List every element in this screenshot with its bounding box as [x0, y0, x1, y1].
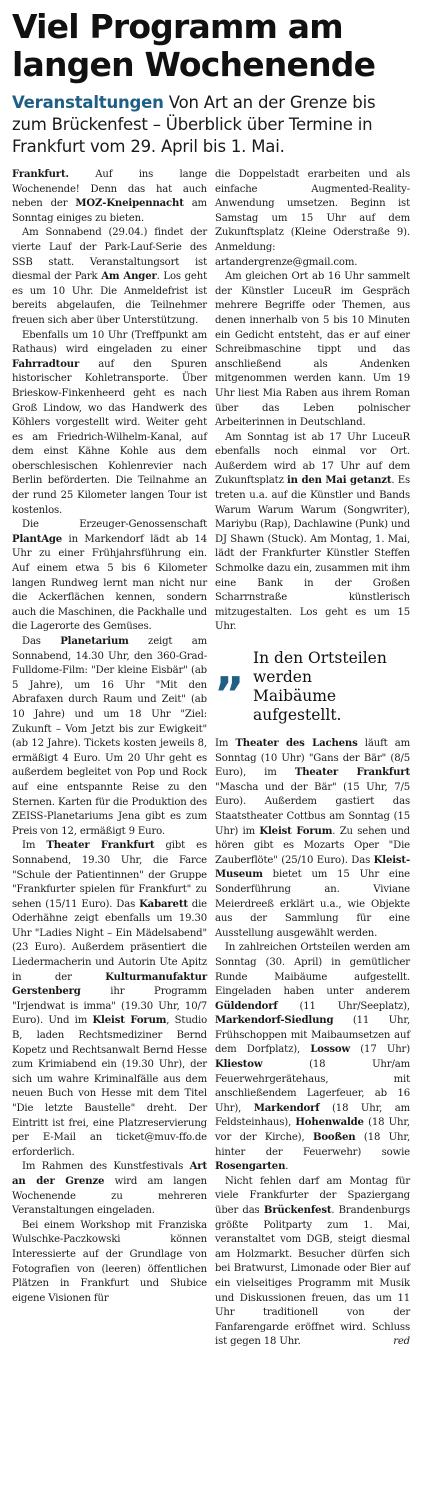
paragraph-text: , Studio B, laden Rechtsmediziner Bernd Kopetz und Rechtsanwalt Bernd Hesse zum Krimiabend ein (19.30 Uhr), der sich um wahre Kriminalfälle aus dem neuen Buch von Hesse mit dem Titel "Die letzte Baustelle" dreht. Der Eintritt ist frei, eine Platzreservierung per E-Mail an ticket@muv-ffo.de erforderlich. — [12, 1015, 207, 1158]
highlight-hohenwalde: Hohenwalde — [295, 1117, 364, 1129]
paragraph-text: (18 Uhr/am Feuerwehrgerätehaus, mit anschließendem Lagerfeuer, ab 16 Uhr), — [215, 1059, 410, 1114]
highlight-kliestow: Kliestow — [215, 1059, 263, 1071]
right-column — [215, 168, 410, 1350]
paragraph-art-an-der-grenze — [12, 1160, 207, 1218]
paragraph-text: ihr Programm "Irjendwat is imma" (19.30 Uhr, 10/7 Euro). Und im — [12, 986, 207, 1027]
paragraph-text: (18 Uhr, hinter der Feuerwehr) sowie — [215, 1132, 410, 1158]
paragraph-text: (11 Uhr, Frühschoppen mit Maibaumsetzen auf dem Dorfplatz), — [215, 1015, 410, 1056]
article-body — [12, 168, 410, 1350]
paragraph-park-lauf — [12, 226, 207, 328]
paragraph-planetarium — [12, 635, 207, 839]
paragraph-text: Auf ins lange Wochenende! Denn das hat auch neben der — [12, 169, 207, 210]
quote-mark-icon: „ — [215, 642, 246, 696]
highlight-rosengarten: Rosengarten — [215, 1161, 286, 1173]
paragraph-text: gibt es Sonnabend, 19.30 Uhr, die Farce "Schule der Patientinnen" der Gruppe "Frankfurter spielen für Frankfurt" zu sehen (15/11 Euro). Das — [12, 840, 207, 910]
paragraph-text: die Oderhähne zeigt ebenfalls um 19.30 Uhr "Ladies Night – Ein Mädelsabend" (23 Euro). Außerdem präsentiert die Liedermacherin und Autorin Ute Apitz in der — [12, 898, 207, 983]
paragraph-workshop-continued — [215, 168, 410, 270]
highlight-moz-kneipennacht: MOZ-Kneipennacht — [75, 198, 184, 210]
paragraph-text: auf den Spuren historischer Kohletransporte. Über Brieskow-Finkenheerd geht es nach Groß Lindow, wo das Handwerk des Köhlers vorgestellt wird. Weiter geht es am Friedrich-Wilhelm-Kanal, auf dem einst Kähne Kohle aus dem oberschlesischen Kohlenrevier nach Berlin beförderten. Die Teilnahme an der rund 25 Kilometer langen Tour ist kostenlos. — [12, 358, 207, 516]
paragraph-text: Bei einem Workshop mit Franziska Wulschke-Paczkowski können Interessierte auf der Grundlage von Fotografien von (leeren) öffentlichen Plätzen in Frankfurt und Słubice eigene Visionen für — [12, 1219, 207, 1304]
teaser — [12, 92, 410, 158]
paragraph-text: läuft am Sonntag (10 Uhr) "Gans der Bär" (8/5 Euro), im — [215, 738, 410, 779]
highlight-kleist-museum: Kleist-Museum — [215, 854, 410, 881]
paragraph-text: Am Sonntag ist ab 17 Uhr LuceuR ebenfalls noch einmal vor Ort. Außerdem wird ab 17 Uhr auf dem Zukunftsplatz — [215, 431, 410, 487]
paragraph-text: am Sonntag einiges zu bieten. — [12, 198, 207, 224]
paragraph-text: . Zu sehen und hören gibt es Mozarts Oper "Die Zauberflöte" (25/10 Euro). Das — [215, 825, 410, 866]
paragraph-text: Am gleichen Ort ab 16 Uhr sammelt der Künstler LuceuR im Gespräch mehrere Begriffe oder Themen, aus denen innerhalb von 5 bis 10 Minuten ein Gedicht entsteht, das er auf einer Schreibmaschine tippt und das anschließend als Andenken mitgenommen werden kann. Um 19 Uhr liest Mia Raben aus ihrem Roman über das Leben polnischer Arbeiterinnen in Deutschland. — [215, 271, 410, 429]
dateline: Frankfurt. — [12, 169, 69, 180]
headline-line-1: Viel Programm am — [12, 7, 343, 46]
paragraph-text: bietet um 15 Uhr eine Sonderführung an. Viviane Meierdreeß erklärt u.a., wie Objekte aus der Sammlung für eine Ausstellung ausgewählt werden. — [215, 869, 410, 939]
teaser-text: Von Art an der Grenze bis zum Brückenfest – Überblick über Termine in Frankfurt vom 29. April bis 1. Mai. — [12, 93, 376, 156]
highlight-plantage: PlantAge — [12, 533, 63, 545]
paragraph-plantage — [12, 518, 207, 635]
highlight-in-den-mai-getanzt: in den Mai getanzt — [287, 475, 392, 487]
paragraph-brueckenfest — [215, 1175, 410, 1350]
highlight-lossow: Lossow — [310, 1044, 351, 1056]
paragraph-text: Das — [22, 636, 61, 647]
paragraph-maibaeume — [215, 941, 410, 1175]
highlight-gueldendorf: Güldendorf — [215, 1000, 278, 1012]
paragraph-text: "Mascha und der Bär" (15 Uhr, 7/5 Euro). Außerdem gastiert das Staatstheater Cottbus am Sonntag (15 Uhr) im — [215, 781, 410, 837]
paragraph-text: In zahlreichen Ortsteilen werden am Sonntag (30. April) in gemütlicher Runde Maibäume aufgestellt. Eingeladen haben unter anderem — [215, 942, 410, 998]
highlight-theater-des-lachens: Theater des Lachens — [235, 738, 358, 749]
highlight-theater-frankfurt: Theater Frankfurt — [46, 840, 155, 852]
paragraph-text: . Es treten u.a. auf die Künstler und Bands Warum Warum Warum (Songwriter), Mariybu (Rap), Dachlawine (Punk) und DJ Shawn (Stuck). Am Montag, 1. Mai, lädt der Frankfurter Künstler Steffen Schmolke dazu ein, zusammen mit ihm eine Bank in der Großen Scharrnstraße künstlerisch mitzugestalten. Los geht es um 15 Uhr. — [215, 475, 411, 633]
headline-line-2: langen Wochenende — [12, 45, 376, 84]
highlight-kleist-forum: Kleist Forum — [92, 1015, 167, 1027]
teaser-kicker: Veranstaltungen — [12, 93, 164, 112]
paragraph-theater-des-lachens — [215, 737, 410, 941]
paragraph-fahrradtour — [12, 329, 207, 519]
paragraph-text: Am Sonnabend (29.04.) findet der vierte Lauf der Park-Lauf-Serie des SSB statt. Veranstaltungsort ist diesmal der Park — [12, 227, 207, 283]
paragraph-text: . Brandenburgs größte Politparty zum 1. Mai, veranstaltet vom DGB, steigt diesmal am Holzmarkt. Besucher dürfen sich bei Bratwurst, Limonade oder Bier auf ein vielseitiges Programm mit Musik und Diskussionen freuen, das um 11 Uhr traditionell von der Fanfarengarde eröffnet wird. Schluss ist gegen 18 Uhr. — [215, 1205, 410, 1348]
paragraph-text: die Doppelstadt erarbeiten und als einfache Augmented-Reality-Anwendung umsetzen. Beginn ist Samstag um 15 Uhr auf dem Zukunftsplatz (Kleine Oderstraße 9). Anmeldung: artandergrenze@gmail.com. — [215, 169, 410, 268]
pull-quote-line-3: Maibäume aufgestellt. — [253, 687, 342, 724]
paragraph-text: . Los geht es um 10 Uhr. Die Anmeldefrist ist bereits abgelaufen, die Teilnehmer freuen sich aber über Unterstützung. — [12, 271, 208, 326]
paragraph-text: (17 Uhr) — [350, 1044, 411, 1056]
pull-quote-line-1: In den Ortsteilen — [253, 649, 387, 667]
paragraph-workshop — [12, 1219, 207, 1307]
highlight-am-anger: Am Anger — [101, 271, 157, 283]
highlight-planetarium: Planetarium — [60, 636, 129, 647]
paragraph-text: (18 Uhr, am Feldsteinhaus), — [215, 1102, 410, 1129]
paragraph-text: Ebenfalls um 10 Uhr (Treffpunkt am Rathaus) wird eingeladen zu einer — [12, 329, 207, 356]
paragraph-text: Die Erzeuger-Genossenschaft — [22, 519, 207, 531]
highlight-theater-frankfurt: Theater Frankfurt — [294, 767, 410, 779]
paragraph-text: Im Rahmen des Kunstfestivals — [22, 1161, 190, 1173]
highlight-kabarett: Kabarett — [139, 898, 188, 910]
paragraph-text: Nicht fehlen darf am Montag für viele Frankfurter der Spaziergang über das — [215, 1175, 410, 1216]
highlight-kulturmanufaktur: Kulturmanufaktur Gerstenberg — [12, 971, 207, 998]
highlight-markendorf: Markendorf — [253, 1102, 320, 1114]
highlight-brueckenfest: Brückenfest — [263, 1205, 332, 1216]
pull-quote — [215, 642, 410, 725]
paragraph-text: Im — [215, 738, 236, 749]
paragraph-text: (11 Uhr/Seeplatz), — [277, 1000, 410, 1012]
pull-quote-text — [253, 649, 410, 725]
author-signature: red — [393, 1336, 410, 1348]
paragraph-intro — [12, 168, 207, 226]
paragraph-text: (18 Uhr, vor der Kirche), — [215, 1117, 410, 1144]
paragraph-text: Im — [22, 840, 47, 852]
paragraph-luceur — [215, 270, 410, 431]
highlight-fahrradtour: Fahrradtour — [12, 358, 80, 370]
left-column — [12, 168, 207, 1350]
paragraph-text: in Markendorf lädt ab 14 Uhr zu einer Frühjahrsführung ein. Auf einem etwa 5 bis 6 Kilometer langen Rundweg lernt man nicht nur die Ackerflächen kennen, sondern auch die Maschinen, die Packhalle und die Lagerorte des Gemüses. — [12, 533, 207, 633]
highlight-boossen: Booßen — [312, 1132, 356, 1144]
paragraph-text: . — [285, 1161, 289, 1173]
highlight-art-an-der-grenze: Art an der Grenze — [12, 1161, 207, 1187]
paragraph-sonntag — [215, 431, 410, 635]
paragraph-text: wird am langen Wochenende zu mehreren Veranstaltungen eingeladen. — [12, 1175, 207, 1217]
highlight-kleist-forum: Kleist Forum — [259, 825, 333, 837]
paragraph-theater — [12, 839, 207, 1160]
highlight-markendorf-siedlung: Markendorf-Siedlung — [215, 1015, 334, 1027]
pull-quote-line-2: werden — [253, 668, 312, 686]
paragraph-text: zeigt am Sonnabend, 14.30 Uhr, den 360-Grad-Fulldome-Film: "Der kleine Eisbär" (ab 5 Jahre), um 16 Uhr "Mit den Abrafaxen durch Raum und Zeit" (ab 10 Jahre) und um 18 Uhr "Ziel: Zukunft – Vom Jetzt bis zur Ewigkeit" (ab 12 Jahre). Tickets kosten jeweils 8, ermäßigt 4 Euro. Um 20 Uhr geht es außerdem begleitet von Pop und Rock auf eine entspannte Reise zu den Sternen. Karten für die Produktion des ZEISS-Planetariums Jena gibt es zum Preis von 12, ermäßigt 9 Euro. — [12, 636, 207, 837]
headline — [12, 8, 410, 84]
